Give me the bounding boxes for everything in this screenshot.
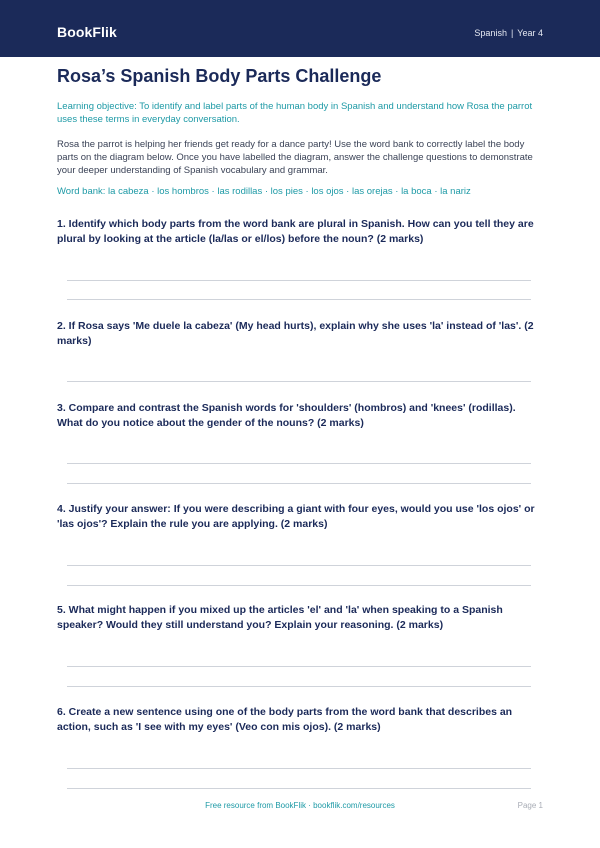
answer-line[interactable] bbox=[67, 280, 531, 281]
answer-line[interactable] bbox=[67, 768, 531, 769]
page-title: Rosa’s Spanish Body Parts Challenge bbox=[57, 66, 382, 86]
answer-line[interactable] bbox=[67, 686, 531, 687]
header-bar bbox=[0, 0, 600, 57]
answer-line[interactable] bbox=[67, 483, 531, 484]
question-4: 4. Justify your answer: If you were describing a giant with four eyes, would you use 'los ojos' or 'las ojos'? Explain the rule you are applying. (2 marks) bbox=[57, 503, 535, 530]
year-label: Year 4 bbox=[517, 28, 543, 38]
answer-line[interactable] bbox=[67, 585, 531, 586]
question-6: 6. Create a new sentence using one of the body parts from the word bank that describes an action, such as 'I see with my eyes' (Veo con mis ojos). (2 marks) bbox=[57, 706, 513, 733]
question-5: 5. What might happen if you mixed up the articles 'el' and 'la' when speaking to a Spanish speaker? Would they still understand you? Explain your reasoning. (2 marks) bbox=[57, 604, 503, 631]
subject-year-label bbox=[474, 28, 543, 38]
answer-line[interactable] bbox=[67, 788, 531, 789]
answer-line[interactable] bbox=[67, 299, 531, 300]
answer-line[interactable] bbox=[67, 666, 531, 667]
word-bank: Word bank: la cabeza · los hombros · las rodillas · los pies · los ojos · las orejas · la boca · la nariz bbox=[57, 186, 471, 197]
question-2: 2. If Rosa says 'Me duele la cabeza' (My head hurts), explain why she uses 'la' instead of 'las'. (2 marks) bbox=[57, 320, 534, 347]
learning-objective: Learning objective: To identify and label parts of the human body in Spanish and understand how Rosa the parrot uses these terms in everyday conversation. bbox=[57, 101, 533, 125]
meta-separator: | bbox=[510, 28, 514, 38]
answer-line[interactable] bbox=[67, 565, 531, 566]
page-number: Page 1 bbox=[517, 801, 543, 810]
answer-line[interactable] bbox=[67, 381, 531, 382]
footer-credit[interactable]: Free resource from BookFlik · bookflik.com/resources bbox=[205, 801, 395, 810]
question-3: 3. Compare and contrast the Spanish words for 'shoulders' (hombros) and 'knees' (rodillas). What do you notice about the gender of the nouns? (2 marks) bbox=[57, 402, 516, 429]
intro-paragraph: Rosa the parrot is helping her friends get ready for a dance party! Use the word bank to correctly label the body parts on the diagram below. Once you have labelled the diagram, answer the challenge questions to demonstrate your deeper understanding of Spanish vocabulary and grammar. bbox=[57, 139, 533, 176]
subject-label: Spanish bbox=[474, 28, 507, 38]
answer-line[interactable] bbox=[67, 463, 531, 464]
brand-logo[interactable]: BookFlik bbox=[57, 24, 117, 40]
question-1: 1. Identify which body parts from the word bank are plural in Spanish. How can you tell they are plural by looking at the article (la/las or el/los) before the noun? (2 marks) bbox=[57, 218, 534, 245]
